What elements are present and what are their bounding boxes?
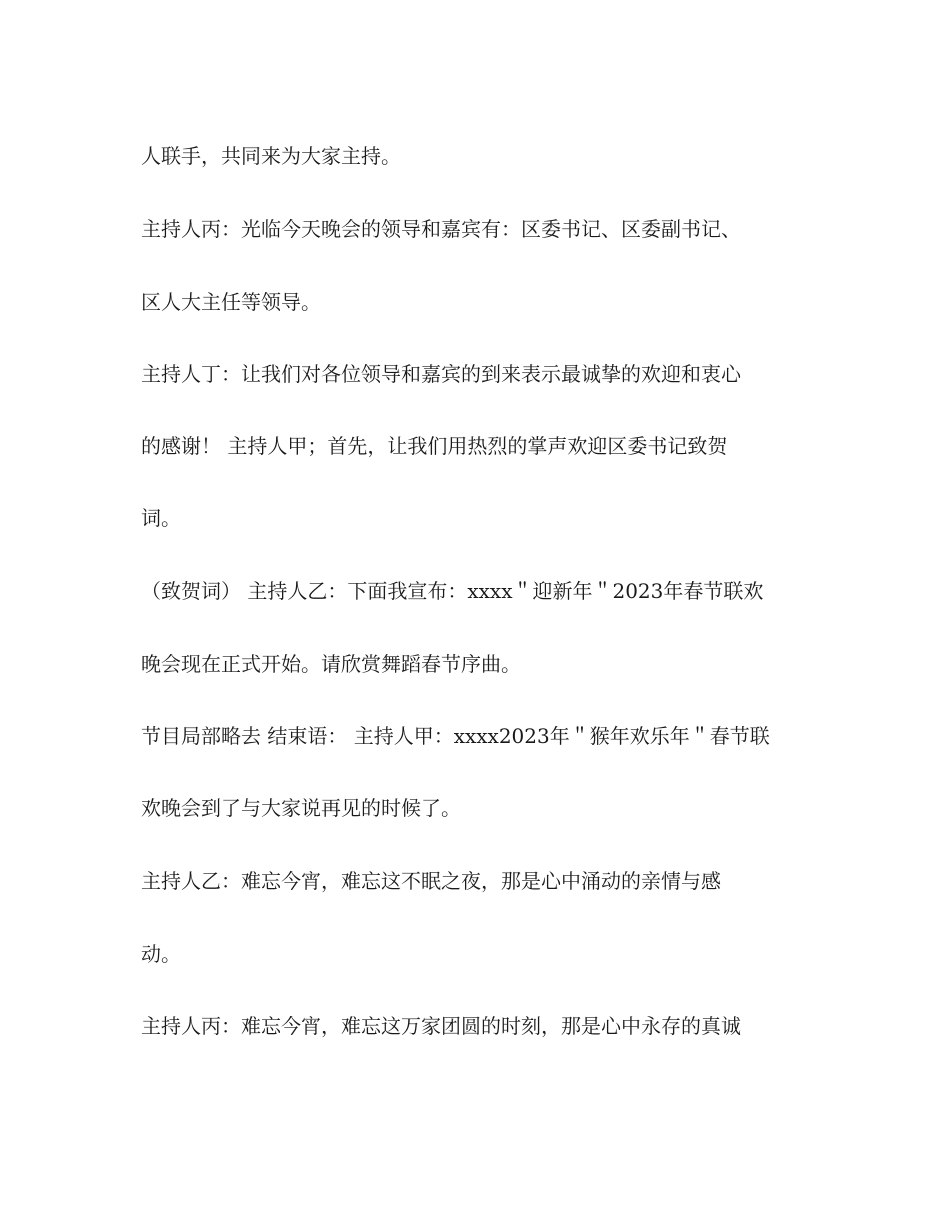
text-line: 主持人丙：难忘今宵，难忘这万家团圆的时刻，那是心中永存的真诚 — [141, 1014, 741, 1038]
text-line: 动。 — [141, 942, 181, 966]
text-line: 词。 — [141, 506, 181, 530]
text-line: 晚会现在正式开始。请欣赏舞蹈春节序曲。 — [141, 652, 521, 676]
text-line: 主持人乙：难忘今宵，难忘这不眠之夜，那是心中涌动的亲情与感 — [141, 869, 721, 893]
text-line: 区人大主任等领导。 — [141, 290, 321, 314]
text-line: 主持人丙：光临今天晚会的领导和嘉宾有：区委书记、区委副书记、 — [141, 217, 741, 241]
text-line: 人联手，共同来为大家主持。 — [141, 144, 401, 168]
text-line: 的感谢！ 主持人甲；首先，让我们用热烈的掌声欢迎区委书记致贺 — [141, 434, 728, 458]
text-line: 欢晚会到了与大家说再见的时候了。 — [141, 796, 461, 820]
text-line: （致贺词） 主持人乙：下面我宣布：xxxx＂迎新年＂2023年春节联欢 — [141, 579, 764, 603]
text-line: 节目局部略去 结束语： 主持人甲：xxxx2023年＂猴年欢乐年＂春节联 — [141, 724, 770, 748]
text-line: 主持人丁：让我们对各位领导和嘉宾的到来表示最诚挚的欢迎和衷心 — [141, 362, 741, 386]
